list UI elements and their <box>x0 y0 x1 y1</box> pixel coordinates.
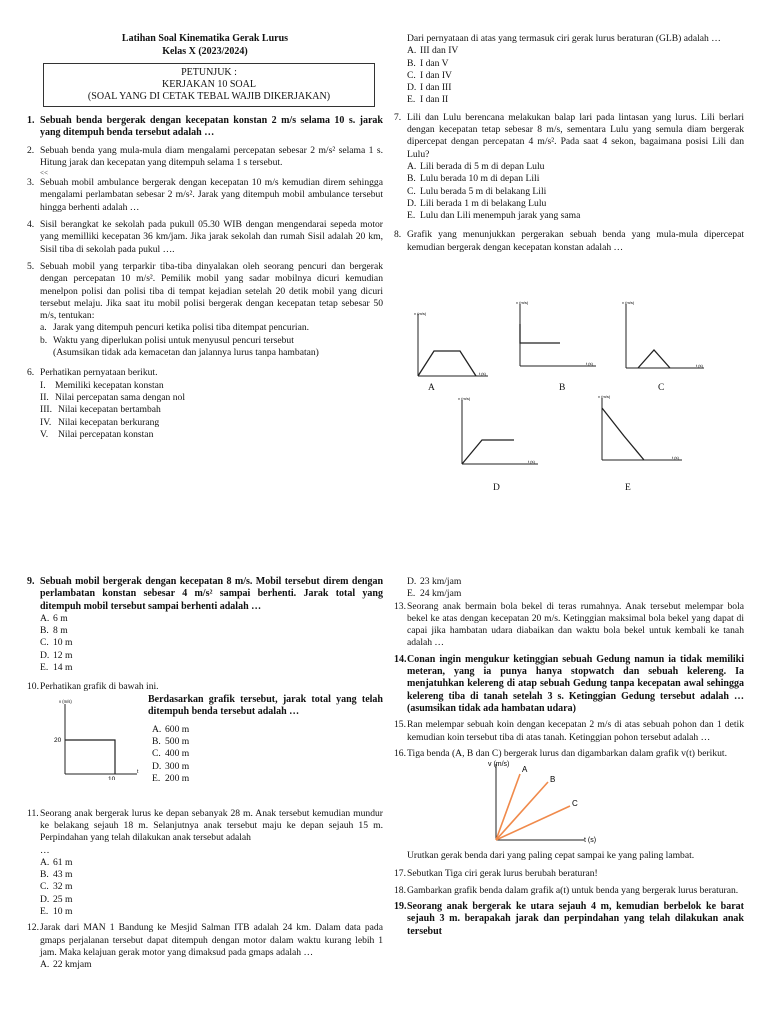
q16-graph[interactable] <box>484 760 604 846</box>
question-6-statements <box>27 380 383 441</box>
question-5-note: (Asumsikan tidak ada kemacetan dan jalannya lurus tanpa hambatan) <box>53 347 319 359</box>
question-10-prompt: Berdasarkan grafik tersebut, jarak total yang telah ditempuh benda tersebut adalah … <box>148 693 383 717</box>
q9-option-a[interactable]: A. 6 m <box>40 612 68 624</box>
axis-label: t (s) <box>528 459 535 464</box>
question-15: 15. Ran melempar sebuah koin dengan kecepatan 2 m/s di atas sebuah pohon dan 1 detik kemudian koin tersebut tiba di atas tanah. Ketinggian pohon tersebut adalah … <box>394 719 744 743</box>
series-label: C <box>572 799 578 809</box>
axis-label: v (m/s) <box>59 698 72 704</box>
q8-graph-a[interactable] <box>404 306 494 382</box>
axis-label: v (m/s) <box>516 300 529 305</box>
tick-label: 10 <box>108 775 116 780</box>
q6-option-a[interactable]: A. III dan IV <box>407 45 459 57</box>
axis-label: t (s) <box>479 371 486 376</box>
q10-option-a[interactable]: A. 600 m <box>152 723 190 735</box>
axis-label: t (s) <box>584 837 597 845</box>
question-10: 10. Perhatikan grafik di bawah ini. <box>27 681 159 693</box>
question-19: 19. Seorang anak bergerak ke utara sejauh 4 m, kemudian berbelok ke barat sejauh 3 m. berapakah jarak dan perpindahan yang telah dilakukan anak tersebut <box>394 901 744 937</box>
axis-label: t (s) <box>696 363 703 368</box>
statement: IV. Nilai kecepatan berkurang <box>40 416 160 428</box>
question-10-options <box>139 724 189 785</box>
question-6-continued: Dari pernyataan di atas yang termasuk ciri gerak lurus beraturan (GLB) adalah … <box>407 33 721 44</box>
q11-option-b[interactable]: B. 43 m <box>40 869 73 881</box>
series-label: B <box>550 775 556 785</box>
statement: III. Nilai kecepatan bertambah <box>40 404 161 416</box>
statement: II. Nilai percepatan sama dengan nol <box>40 391 185 403</box>
tick-label: 20 <box>54 736 62 744</box>
question-5-part-b: b. Waktu yang diperlukan polisi untuk menyusul pencuri tersebut <box>40 334 294 346</box>
q6-option-e[interactable]: E. I dan II <box>407 94 449 106</box>
question-2: 2. Sebuah benda yang mula-mula diam mengalami percepatan sebesar 2 m/s² selama 1 s. Hitung jarak dan kecepatan yang ditempuh selama 1 s tersebut. <box>27 144 383 168</box>
question-5: 5. Sebuah mobil yang terparkir tiba-tiba dinyalakan oleh seorang pencuri dan bergerak dengan percepatan 10 m/s². Pemilik mobil yang sadar mobilnya dicuri kemudian menelpon polisi dan polisi tiba di tempat kejadian setelah 20 detik mobil yang dicuri tersebut melaju. Jika saat itu mobil polisi bergerak dengan kecepatan tetap sebesar 50 m/s, tentukan: <box>27 260 383 322</box>
question-13: 13. Seorang anak bermain bola bekel di teras rumahnya. Anak tersebut melempar bola bekel ke atas dengan kecepatan 20 m/s. Ketinggian maksimal bola bekel yang dapat di capai jika hambatan udara diabaikan dan waktu bola bekel untuk kembali ke tanah adalah … <box>394 600 744 649</box>
axis-label: t (s) <box>586 361 593 366</box>
q8-label-e: E <box>625 483 631 493</box>
question-11-dots: … <box>40 844 50 856</box>
right-column-bottom <box>394 576 744 943</box>
question-4: 4. Sisil berangkat ke sekolah pada pukull 05.30 WIB dengan mengendarai sepeda motor yang memilliki kecepatan 36 km/jam. Jika jarak sekolah dan rumah Sisil adalah 20 km, Sisil tiba di sekolah pada pukul …. <box>27 219 383 255</box>
q8-label-a: A <box>428 383 435 393</box>
q10-graph[interactable] <box>39 694 147 780</box>
instructions-box: PETUNJUK : KERJAKAN 10 SOAL (SOAL YANG DI CETAK TEBAL WAJIB DIKERJAKAN) <box>43 63 375 107</box>
q6-option-d[interactable]: D. I dan III <box>407 82 452 94</box>
q11-option-a[interactable]: A. 61 m <box>40 856 73 868</box>
q10-option-e[interactable]: E. 200 m <box>152 772 190 784</box>
question-12: 12. Jarak dari MAN 1 Bandung ke Mesjid Salman ITB adalah 24 km. Dalam data pada gmaps perjalanan tersebut dapat ditempuh dengan motor dalam waktu kurang lebih 1 jam. Maka kelajuan gerak motor yang dimaksud pada gmaps adalah … <box>27 922 383 958</box>
question-18: 18. Gambarkan grafik benda dalam grafik a(t) untuk benda yang bergerak lurus beraturan. <box>394 884 739 896</box>
question-1: 1. Sebuah benda bergerak dengan kecepatan konstan 2 m/s selama 10 s. jarak yang ditempuh benda tersebut adalah … <box>27 115 383 139</box>
q11-option-c[interactable]: C. 32 m <box>40 881 73 893</box>
q6-option-b[interactable]: B. I dan V <box>407 57 449 69</box>
question-5-part-a: a. Jarak yang ditempuh pencuri ketika polisi tiba ditempat pencurian. <box>40 322 310 334</box>
axis-label: t <box>137 768 139 775</box>
question-16-instruction: Urutkan gerak benda dari yang paling cepat sampai ke yang paling lambat. <box>407 850 695 862</box>
q7-option-b[interactable]: B. Lulu berada 10 m di depan Lili <box>407 173 540 185</box>
q12-option-a[interactable]: A. 22 kmjam <box>40 959 92 971</box>
q8-graph-b[interactable] <box>510 298 600 374</box>
axis-label: v (m/s) <box>414 311 427 316</box>
question-17: 17. Sebutkan Tiga ciri gerak lurus berubah beraturan! <box>394 868 598 880</box>
q8-label-c: C <box>658 383 665 393</box>
q7-option-e[interactable]: E. Lulu dan Lili menempuh jarak yang sama <box>407 210 581 222</box>
axis-label: t (s) <box>672 455 679 460</box>
left-column-top <box>27 33 383 441</box>
statement: V. Nilai percepatan konstan <box>40 428 154 440</box>
q7-option-d[interactable]: D. Lili berada 1 m di belakang Lulu <box>407 197 547 209</box>
question-8: 8. Grafik yang menunjukkan pergerakan sebuah benda yang mula-mula dipercepat kemudian bergerak dengan kecepatan konstan adalah … <box>394 229 744 253</box>
axis-label: v (m/s) <box>458 396 471 401</box>
q7-option-c[interactable]: C. Lulu berada 5 m di belakang Lili <box>407 185 547 197</box>
q9-option-d[interactable]: D. 12 m <box>40 649 73 661</box>
q10-option-d[interactable]: D. 300 m <box>152 760 190 772</box>
series-label: A <box>522 765 528 775</box>
axis-label: v (m/s) <box>598 394 611 399</box>
q7-option-a[interactable]: A. Lili berada di 5 m di depan Lulu <box>407 160 545 172</box>
q12-option-d[interactable]: D. 23 km/jam <box>407 576 462 587</box>
question-7: 7. Lili dan Lulu berencana melakukan balap lari pada lintasan yang lurus. Lili berlari dengan kecepatan tetap sebesar 8 m/s, sementara Lulu yang semula diam bergerak dipercepat dengan percepatan 4 m/s². Pada saat 4 sekon, bagaimana posisi Lili dan Lulu? <box>394 111 744 160</box>
q8-label-d: D <box>493 483 500 493</box>
page-title: Latihan Soal Kinematika Gerak Lurus <box>121 33 289 44</box>
q8-graph-c[interactable] <box>618 298 710 374</box>
question-6: 6. Perhatikan pernyataan berikut. <box>27 367 158 379</box>
question-16: 16. Tiga benda (A, B dan C) bergerak lurus dan digambarkan dalam grafik v(t) berikut. <box>394 747 727 759</box>
right-column-top <box>394 33 744 259</box>
question-11: 11. Seorang anak bergerak lurus ke depan sebanyak 28 m. Anak tersebut kemudian mundur ke belakang sejauh 18 m. Selanjutnya anak tersebut maju ke depan sejauh 15 m. Perpindahan yang telah dilakukan anak tersebut adalah <box>27 807 383 844</box>
q6-option-c[interactable]: C. I dan IV <box>407 69 452 81</box>
question-3: 3. Sebuah mobil ambulance bergerak dengan kecepatan 10 m/s kemudian direm sehingga mengalami perlambatan sebesar 2 m/s². Jarak yang ditempuh mobil ambulance tersebut hingga berhenti adalah … <box>27 177 383 213</box>
class-label: Kelas X (2023/2024) <box>162 45 248 57</box>
question-2-mark: << <box>40 169 48 178</box>
q8-graph-e[interactable] <box>596 392 686 468</box>
q8-label-b: B <box>559 383 566 393</box>
axis-label: v (m/s) <box>622 300 635 305</box>
q10-option-c[interactable]: C. 400 m <box>152 748 190 760</box>
q8-graph-d[interactable] <box>452 396 542 472</box>
q10-option-b[interactable]: B. 500 m <box>152 735 190 747</box>
question-9: 9. Sebuah mobil bergerak dengan kecepatan 8 m/s. Mobil tersebut direm dengan perlambatan konstan sebesar 4 m/s² sampai berhenti. Jarak total yang ditempuh mobil tersebut sampai berhenti adalah … <box>27 576 383 612</box>
statement: I. Memiliki kecepatan konstan <box>40 379 164 391</box>
q11-option-e[interactable]: E. 10 m <box>40 906 73 918</box>
q12-option-e[interactable]: E. 24 km/jam <box>407 588 462 600</box>
q11-option-d[interactable]: D. 25 m <box>40 893 73 905</box>
q9-option-b[interactable]: B. 8 m <box>40 625 68 637</box>
question-14: 14. Conan ingin mengukur ketinggian sebuah Gedung namun ia tidak memiliki meteran, yang ia punya hanya stopwatch dan sebuah kelereng. Ia menjatuhkan kelereng di atap sebuah Gedung tanpa kecepatan awal sehingga kelereng tiba di tanah setelah 3 s. Ketinggian Gedung tersebut adalah … (asumsikan tidak ada hambatan udara) <box>394 653 744 714</box>
left-column-bottom <box>27 576 383 972</box>
q9-option-c[interactable]: C. 10 m <box>40 637 73 649</box>
q9-option-e[interactable]: E. 14 m <box>40 662 73 674</box>
axis-label: v (m/s) <box>488 761 510 769</box>
question-10-body <box>27 694 383 808</box>
